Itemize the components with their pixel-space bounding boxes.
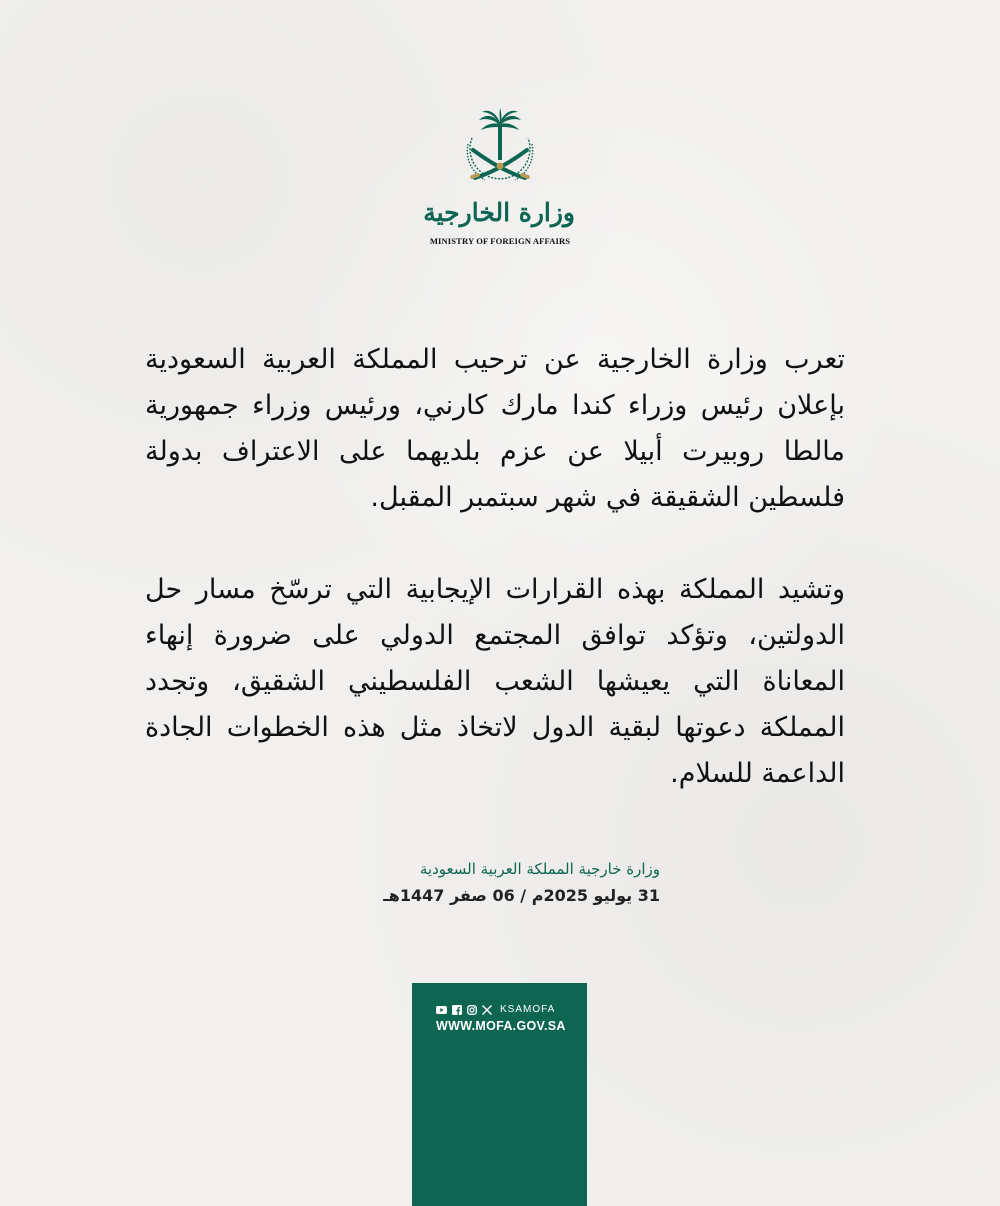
social-row <box>436 1003 555 1017</box>
social-handle[interactable]: KSAMOFA <box>500 1004 556 1015</box>
signature-organization: وزارة خارجية المملكة العربية السعودية <box>419 860 660 878</box>
instagram-icon[interactable] <box>466 1005 477 1016</box>
x-icon[interactable] <box>481 1005 492 1016</box>
statement-paragraph-1: تعرب وزارة الخارجية عن ترحيب المملكة العربية السعودية بإعلان رئيس وزراء كندا مارك كارني، ورئيس وزراء جمهورية مالطا روبيرت أبيلا عن عزم بلديهما على الاعتراف بدولة فلسطين الشقيقة في شهر سبتمبر المقبل. <box>145 344 845 513</box>
facebook-icon[interactable] <box>451 1005 462 1016</box>
ministry-logo <box>425 108 575 258</box>
youtube-icon[interactable] <box>436 1005 447 1016</box>
logo-english-name: MINISTRY OF FOREIGN AFFAIRS <box>429 236 571 246</box>
footer-panel <box>412 983 587 1206</box>
saudi-emblem-icon <box>455 108 545 192</box>
logo-arabic-name: وزارة الخارجية <box>423 198 575 227</box>
website-link[interactable]: WWW.MOFA.GOV.SA <box>436 1019 566 1033</box>
signature-date: 31 يوليو 2025م / 06 صفر 1447هـ <box>383 886 660 905</box>
statement-paragraph-2: وتشيد المملكة بهذه القرارات الإيجابية التي ترسّخ مسار حل الدولتين، وتؤكد توافق المجتمع الدولي على ضرورة إنهاء المعاناة التي يعيشها الشعب الفلسطيني الشقيق، وتجدد المملكة دعوتها لبقية الدول لاتخاذ مثل هذه الخطوات الجادة الداعمة للسلام. <box>145 574 845 789</box>
